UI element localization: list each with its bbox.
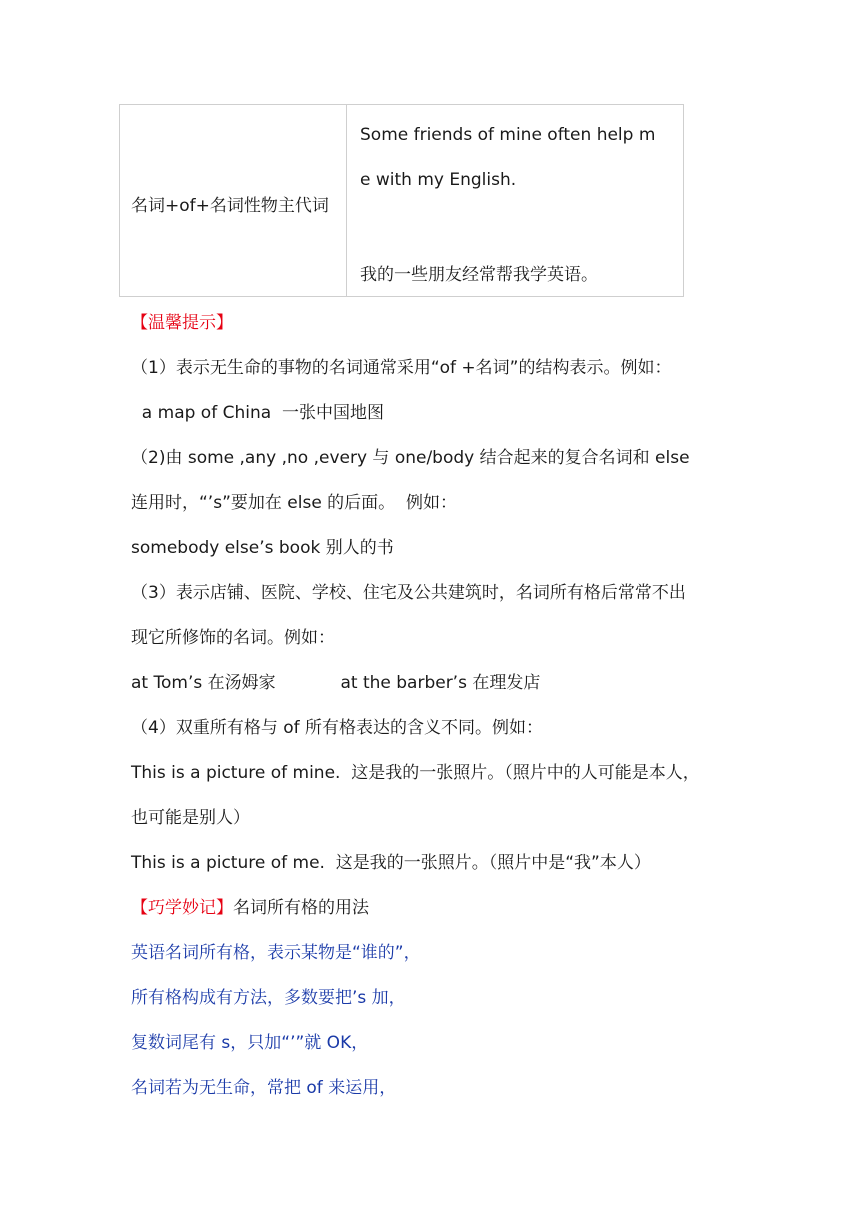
tip-line: （4）双重所有格与 of 所有格表达的含义不同。例如： <box>131 718 544 738</box>
memory-heading <box>131 897 369 919</box>
table-left-cell <box>120 105 347 296</box>
structure-label: 名词+of+名词性物主代词 <box>131 196 329 216</box>
tips-title: 【温馨提示】 <box>131 313 233 333</box>
tip-line: （2)由 some ,any ,no ,every 与 one/body 结合起来的复合名词和 else <box>131 448 690 468</box>
tip-line: （3）表示店铺、医院、学校、住宅及公共建筑时，名词所有格后常常不出 <box>131 583 686 603</box>
tip-line: 现它所修饰的名词。例如： <box>131 628 335 648</box>
tip-line: This is a picture of mine. 这是我的一张照片。（照片中的人可能是本人， <box>131 763 700 783</box>
rhyme-line: 复数词尾有 s，只加“’”就 OK， <box>131 1033 369 1053</box>
rhyme-line: 英语名词所有格，表示某物是“谁的”， <box>131 943 421 963</box>
memory-subtitle: 名词所有格的用法 <box>233 898 369 918</box>
tip-line: somebody else’s book 别人的书 <box>131 538 394 558</box>
tip-line: （1）表示无生命的事物的名词通常采用“of +名词”的结构表示。例如： <box>131 358 672 378</box>
rhyme-line: 所有格构成有方法，多数要把’s 加， <box>131 988 406 1008</box>
example-translation: 我的一些朋友经常帮我学英语。 <box>360 265 598 285</box>
tip-line: a map of China 一张中国地图 <box>131 403 384 423</box>
example-line-2: e with my English. <box>360 170 517 190</box>
tip-line: 连用时，“’s”要加在 else 的后面。 例如： <box>131 493 457 513</box>
example-line-1: Some friends of mine often help m <box>360 125 656 145</box>
usage-table <box>119 104 684 297</box>
tip-line: 也可能是别人） <box>131 808 250 828</box>
tip-line: This is a picture of me. 这是我的一张照片。（照片中是“我”本人） <box>131 853 651 873</box>
tip-line: at Tom’s 在汤姆家 at the barber’s 在理发店 <box>131 673 541 693</box>
rhyme-line: 名词若为无生命，常把 of 来运用， <box>131 1078 397 1098</box>
memory-title: 【巧学妙记】 <box>131 898 233 918</box>
